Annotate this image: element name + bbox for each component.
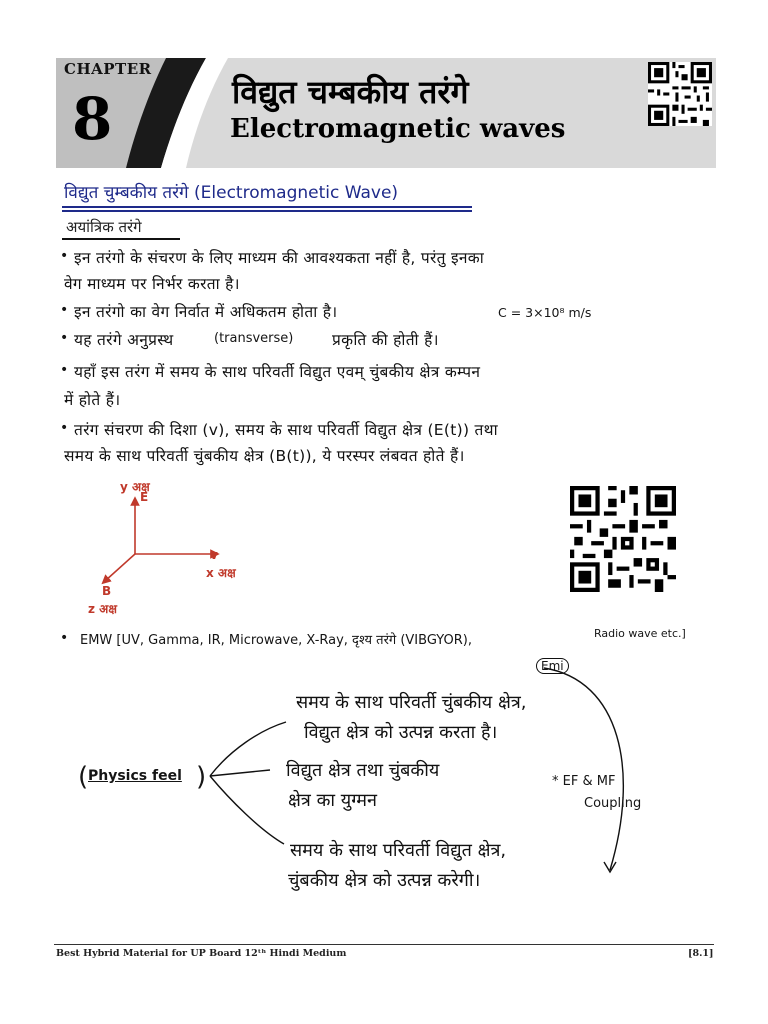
chapter-number: 8 — [72, 85, 113, 153]
physics-feel-open-paren: ( — [78, 762, 89, 792]
emw-list-end: Radio wave etc.] — [594, 627, 686, 640]
section-heading: विद्युत चुम्बकीय तरंगे (Electromagnetic Wave) — [64, 183, 399, 203]
chapter-label: CHAPTER — [64, 60, 152, 78]
bullet-icon: • — [60, 330, 69, 346]
point-4-line-1: यहाँ इस तरंग में समय के साथ परिवर्ती विद्युत एवम् चुंबकीय क्षेत्र कम्पन — [74, 363, 481, 381]
y-axis-label: y अक्ष — [120, 480, 150, 494]
b-vector-label: B — [102, 584, 112, 598]
section-underline — [62, 210, 472, 212]
speed-of-light-formula: C = 3×10⁸ m/s — [498, 305, 592, 320]
point-2-line-1: इन तरंगो का वेग निर्वात में अधिकतम होता है। — [74, 303, 338, 321]
chapter-title-hindi: विद्युत चम्बकीय तरंगे — [232, 73, 469, 111]
footer-text: Best Hybrid Material for UP Board 12ᵗʰ Hindi Medium — [56, 948, 347, 959]
bullet-icon: • — [60, 630, 69, 646]
coupling-note-line-2: Coupling — [584, 796, 642, 811]
bullet-icon: • — [60, 420, 69, 436]
sub-heading-underline — [62, 238, 180, 240]
physics-feel-close-paren: ) — [196, 762, 207, 792]
bullet-icon: • — [60, 302, 69, 318]
page-number: [8.1] — [688, 948, 714, 959]
footer-rule — [54, 944, 714, 945]
sub-heading: अयांत्रिक तरंगे — [66, 218, 142, 236]
point-3-line-1: यह तरंगे अनुप्रस्थ — [74, 331, 174, 349]
emw-list: EMW [UV, Gamma, IR, Microwave, X-Ray, दृश्य तरंगे (VIBGYOR), — [80, 633, 472, 648]
physics-feel-label: Physics feel — [88, 768, 182, 784]
emi-tag: Emi — [536, 658, 569, 674]
qr-code-icon — [568, 486, 678, 592]
bullet-icon: • — [60, 248, 69, 264]
e-vector-label: E — [140, 490, 149, 504]
point-1-line-1: इन तरंगो के संचरण के लिए माध्यम की आवश्यकता नहीं है, परंतु इनका — [74, 249, 485, 267]
branch-1-line-1: समय के साथ परिवर्ती चुंबकीय क्षेत्र, — [296, 692, 527, 713]
branch-3-line-1: समय के साथ परिवर्ती विद्युत क्षेत्र, — [290, 840, 507, 861]
point-4-line-2: में होते हैं। — [64, 391, 121, 409]
point-5-line-2: समय के साथ परिवर्ती चुंबकीय क्षेत्र (B(t)), ये परस्पर लंबवत होते हैं। — [64, 447, 465, 465]
branch-2-line-2: क्षेत्र का युग्मन — [288, 790, 378, 811]
point-3-line-1b: प्रकृति की होती हैं। — [332, 331, 439, 349]
bullet-icon: • — [60, 362, 69, 378]
z-axis-line — [105, 554, 135, 581]
v-vector-label: v — [210, 548, 218, 562]
branch-3-line-2: चुंबकीय क्षेत्र को उत्पन्न करेगी। — [288, 870, 481, 891]
branch-1-line-2: विद्युत क्षेत्र को उत्पन्न करता है। — [304, 722, 498, 743]
section-underline — [62, 206, 472, 208]
qr-code-icon — [648, 62, 712, 126]
point-1-line-2: वेग माध्यम पर निर्भर करता है। — [64, 275, 240, 293]
z-axis-label: z अक्ष — [88, 602, 117, 616]
point-3-english-term: (transverse) — [214, 331, 294, 346]
coupling-note-line-1: * EF & MF — [552, 774, 616, 789]
chapter-title-english: Electromagnetic waves — [230, 114, 566, 144]
branch-2-line-1: विद्युत क्षेत्र तथा चुंबकीय — [286, 760, 440, 781]
x-axis-label: x अक्ष — [206, 566, 236, 580]
point-5-line-1: तरंग संचरण की दिशा (v), समय के साथ परिवर्ती विद्युत क्षेत्र (E(t)) तथा — [74, 421, 498, 439]
